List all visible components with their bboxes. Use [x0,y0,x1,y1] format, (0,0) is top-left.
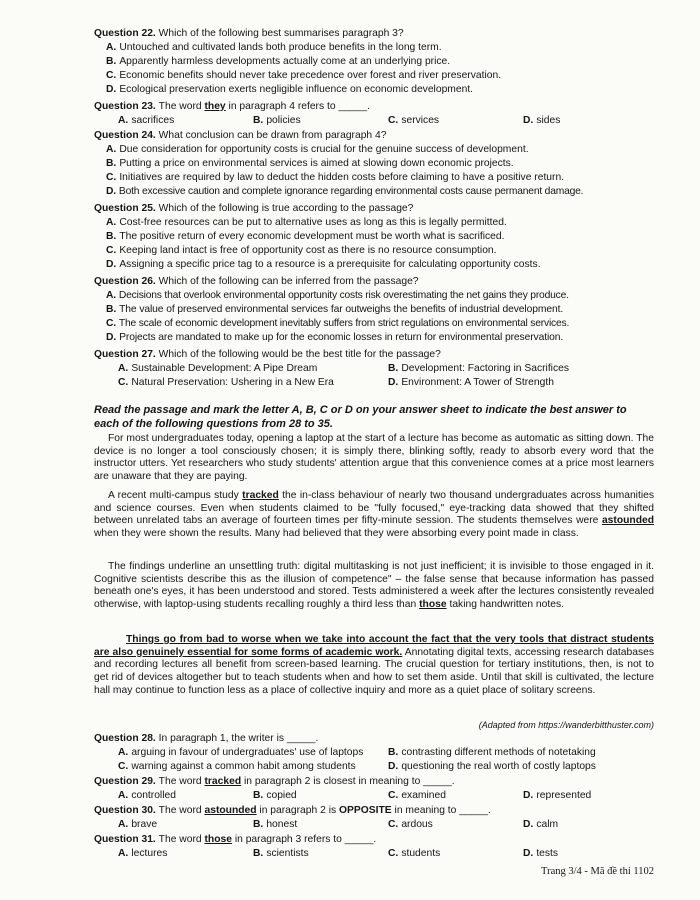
option-25a: A. Cost-free resources can be put to alternative uses as long as this is legally permitted. [106,217,507,228]
question-25: Question 25. Which of the following is true according to the passage? [94,203,414,214]
options-30 [118,819,658,830]
option-26b: B. The value of preserved environmental services far outweighs the benefits of industrial development. [106,304,564,315]
answer-option: C. services [388,115,440,126]
options-27-row1 [118,363,658,374]
option-25b: B. The positive return of every economic development must be worth what is sacrificed. [106,231,505,242]
answer-option: C. examined [388,790,446,801]
answer-option: C. warning against a common habit among students [118,761,356,772]
answer-option: A. controlled [118,790,176,801]
question-31: Question 31. The word those in paragraph 3 refers to _____. [94,834,377,845]
answer-option: B. honest [253,819,298,830]
answer-option: A. lectures [118,848,168,859]
answer-option: C. ardous [388,819,433,830]
option-26c: C. The scale of economic development inevitably suffers from strict regulations on environmental services. [106,318,570,329]
section-instruction: Read the passage and mark the letter A, B, C or D on your answer sheet to indicate the best answer to each of the following questions from 28 to 35. [94,404,627,430]
option-22d: D. Ecological preservation exerts negligible influence on economic development. [106,84,474,95]
option-24c: C. Initiatives are required by law to deduct the hidden costs before claiming to have a positive return. [106,172,565,183]
passage-paragraph-4: Things go from bad to worse when we take into account the fact that the very tools that distract students are also genuinely essential for some forms of academic work. Annotating digital texts, accessing research databases and recording lectures all benefit from screen-based learning. The crucial question for tertiary institutions, then, is not to get rid of devices altogether but to teach students when and how to set them aside. Until that skill is cultivated, the lecture hall may continue to function less as a place of collective inquiry and more as a quiet place of solitary screens. [94,634,655,696]
answer-option: D. sides [523,115,561,126]
option-22a: A. Untouched and cultivated lands both produce benefits in the long term. [106,42,442,53]
question-23: Question 23. The word they in paragraph 4 refers to _____. [94,101,370,112]
answer-option: D. questioning the real worth of costly laptops [388,761,596,772]
passage-paragraph-2: A recent multi-campus study tracked the in-class behaviour of nearly two thousand undergraduates across humanities and science courses. Even when students claimed to be "fully focused," eye-tracking data showed that they shifted between unrelated tabs an average of fourteen times per fifty-minute session. The students themselves were astounded when they were shown the results. Many had believed that they were absorbing every point made in class. [94,490,654,540]
option-25d: D. Assigning a specific price tag to a resource is a prerequisite for calculating opportunity costs. [106,259,541,270]
question-26: Question 26. Which of the following can be inferred from the passage? [94,276,419,287]
answer-option: B. contrasting different methods of notetaking [388,747,596,758]
options-31 [118,848,658,859]
question-27: Question 27. Which of the following would be the best title for the passage? [94,349,441,360]
option-22c: C. Economic benefits should never take precedence over forest and river preservation. [106,70,502,81]
option-24d: D. Both excessive caution and complete ignorance regarding environmental costs cause permanent damage. [106,186,584,197]
options-28-row2 [118,761,658,772]
answer-option: B. scientists [253,848,309,859]
passage-paragraph-3: The findings underline an unsettling truth: digital multitasking is not just inefficient; it is invisible to those engaged in it. Cognitive scientists describe this as the illusion of competence" – the false sense that because information has passed beneath one's eyes, it has been understood and stored. Tests administered a week after the lectures consistently revealed otherwise, with laptop-using students recalling roughly a third less than those taking handwritten notes. [94,561,654,611]
option-26d: D. Projects are mandated to make up for the economic losses in return for environmental preservation. [106,332,564,343]
option-24a: A. Due consideration for opportunity costs is crucial for the genuine success of development. [106,144,529,155]
question-22: Question 22. Which of the following best summarises paragraph 3? [94,28,404,39]
page-footer: Trang 3/4 - Mã đề thi 1102 [541,866,654,877]
answer-option: D. tests [523,848,559,859]
options-23 [118,115,658,126]
option-22b: B. Apparently harmless developments actually come at an underlying price. [106,56,451,67]
option-25c: C. Keeping land intact is free of opportunity cost as there is no resource consumption. [106,245,497,256]
answer-option: D. represented [523,790,592,801]
question-24: Question 24. What conclusion can be drawn from paragraph 4? [94,130,387,141]
answer-option: A. brave [118,819,158,830]
options-29 [118,790,658,801]
answer-option: D. Environment: A Tower of Strength [388,377,554,388]
answer-option: B. copied [253,790,297,801]
question-30: Question 30. The word astounded in paragraph 2 is OPPOSITE in meaning to _____. [94,805,491,816]
answer-option: A. arguing in favour of undergraduates' use of laptops [118,747,364,758]
option-24b: B. Putting a price on environmental services is aimed at slowing down economic projects. [106,158,514,169]
answer-option: B. Development: Factoring in Sacrifices [388,363,569,374]
answer-option: C. Natural Preservation: Ushering in a New Era [118,377,334,388]
options-27-row2 [118,377,658,388]
passage-paragraph-1: For most undergraduates today, opening a laptop at the start of a lecture has become as automatic as sitting down. The device is no longer a tool consciously chosen; it is simply there, blinking softly, ready to absorb every word that the instructor utters. Yet researchers who study students' attention argue that this convenience comes at a price most learners are unaware that they are paying. [94,433,654,483]
answer-option: C. students [388,848,441,859]
answer-option: A. Sustainable Development: A Pipe Dream [118,363,318,374]
question-29: Question 29. The word tracked in paragraph 2 is closest in meaning to _____. [94,776,455,787]
options-28-row1 [118,747,658,758]
answer-option: D. calm [523,819,559,830]
answer-option: B. policies [253,115,301,126]
question-28: Question 28. In paragraph 1, the writer is _____. [94,733,319,744]
passage-source: (Adapted from https://wanderbitthuster.com) [478,720,654,730]
answer-option: A. sacrifices [118,115,175,126]
option-26a: A. Decisions that overlook environmental opportunity costs risk overestimating the net gains they produce. [106,290,569,301]
